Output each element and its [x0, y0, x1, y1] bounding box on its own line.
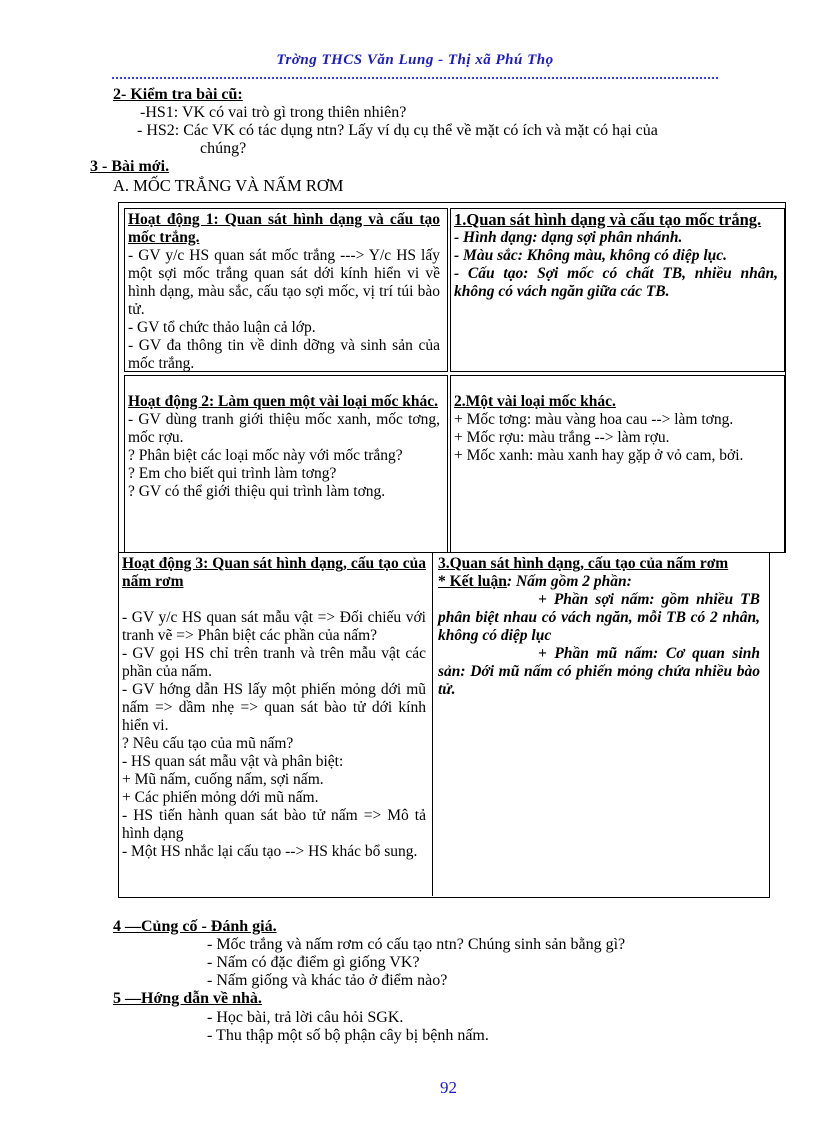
review-item: - Nấm giống và khác tảo ở điểm nào? [207, 972, 448, 989]
activity-2-step: ? Phân biệt các loại mốc này với mốc trắng? [128, 447, 403, 464]
mold-type: + Mốc xanh: màu xanh hay gặp ở vỏ cam, bởi. [454, 447, 744, 464]
activity-1-step: - GV đa thông tin về dinh dỡng và sinh sản của mốc trắng. [128, 337, 440, 372]
activity-2-step: - GV dùng tranh giới thiệu mốc xanh, mốc tơng, mốc rợu. [128, 411, 440, 446]
conclusion-text: : Nấm gồm 2 phần: [506, 573, 632, 590]
activity-2-title: Hoạt động 2: Làm quen một vài loại mốc khác. [128, 393, 439, 410]
homework-item: - Thu thập một số bộ phận cây bị bệnh nấm. [207, 1027, 489, 1044]
section-4-title: 4 —Củng cố - Đánh giá. [113, 918, 277, 935]
mushroom-mycelium: + Phần sợi nấm: gồm nhiều TB phân biệt nhau có vách ngăn, mỗi TB có 2 nhân, không có diệp lục [438, 591, 760, 644]
review-question-1: -HS1: VK có vai trò gì trong thiên nhiên? [140, 104, 407, 121]
activity-1-title: Hoạt động 1: Quan sát hình dạng và cấu tạo mốc trắng. [128, 211, 440, 246]
section-1-heading: 1.Quan sát hình dạng và cấu tạo mốc trắng. [454, 210, 762, 229]
review-question-2-cont: chúng? [200, 140, 247, 157]
header-divider [112, 77, 718, 79]
review-question-2: - HS2: Các VK có tác dụng ntn? Lấy ví dụ cụ thể về mặt có ích và mặt có hại của [137, 122, 658, 139]
activity-2-step: ? Em cho biết qui trình làm tơng? [128, 465, 337, 482]
conclusion-label: * Kết luận [438, 573, 507, 590]
section-2-heading: 2.Một vài loại mốc khác. [454, 393, 616, 410]
activity-3-step: - GV hớng dẫn HS lấy một phiến mỏng dới mũ nấm => dầm nhẹ => quan sát bào tử dới kính hiển vi. [122, 681, 426, 734]
activity-3-title: Hoạt động 3: Quan sát hình dạng, cấu tạo của nấm rơm [122, 555, 426, 590]
review-item: - Nấm có đặc điểm gì giống VK? [207, 954, 420, 971]
section-3-subtitle: A. MỐC TRẮNG VÀ NẤM RƠM [113, 176, 344, 195]
activity-3-step: - GV y/c HS quan sát mẫu vật => Đối chiếu với tranh vẽ => Phân biệt các phần của nấm? [122, 609, 426, 644]
activity-3-step: + Các phiến mỏng dới mũ nấm. [122, 789, 319, 806]
activity-3-step: - HS quan sát mẫu vật và phân biệt: [122, 753, 344, 770]
section-2-title: 2- Kiểm tra bài cũ: [113, 86, 243, 103]
activity-3-divider [432, 552, 433, 896]
activity-3-right [438, 555, 760, 699]
activity-3-left [122, 555, 426, 861]
section-5-title: 5 —Hớng dẫn về nhà. [113, 990, 262, 1007]
page-number: 92 [440, 1078, 457, 1097]
mold-type: + Mốc rợu: màu trắng --> làm rợu. [454, 429, 670, 446]
activity-1-step: - GV y/c HS quan sát mốc trắng ---> Y/c HS lấy một sợi mốc trắng quan sát dới kính hiển vi về hình dạng, màu sắc, cấu tạo sợi mốc, vị trí túi bào tử. [128, 247, 440, 318]
activity-3-step: - GV gọi HS chỉ trên tranh và trên mẫu vật các phần của nấm. [122, 645, 426, 680]
page-header: Trờng THCS Văn Lung - Thị xã Phú Thọ [276, 52, 554, 68]
activity-2-step: ? GV có thể giới thiệu qui trình làm tơng. [128, 483, 386, 500]
section-3-heading: 3.Quan sát hình dạng, cấu tạo của nấm rơm [438, 555, 729, 572]
activity-3-step: - Một HS nhắc lại cấu tạo --> HS khác bổ sung. [122, 843, 418, 860]
homework-item: - Học bài, trả lời câu hỏi SGK. [207, 1009, 404, 1026]
mold-color: - Màu sắc: Không màu, không có diệp lục. [454, 247, 728, 264]
activity-3-step: + Mũ nấm, cuống nấm, sợi nấm. [122, 771, 324, 788]
section-3-title: 3 - Bài mới. [90, 158, 170, 175]
activity-2-left [128, 393, 440, 501]
activity-3-step: ? Nêu cấu tạo của mũ nấm? [122, 735, 294, 752]
activity-3-step: - HS tiến hành quan sát bào tử nấm => Mô tả hình dạng [122, 807, 426, 842]
activity-1-right [454, 211, 778, 301]
mold-shape: - Hình dạng: dạng sợi phân nhánh. [454, 229, 683, 246]
activity-1-step: - GV tổ chức thảo luận cả lớp. [128, 319, 316, 336]
activity-2-right [454, 393, 778, 465]
mushroom-cap: + Phần mũ nấm: Cơ quan sinh sản: Dới mũ nấm có phiến mỏng chứa nhiều bào tử. [438, 645, 760, 698]
activity-1-left [128, 211, 440, 373]
mold-type: + Mốc tơng: màu vàng hoa cau --> làm tơng. [454, 411, 734, 428]
mold-structure: - Cấu tạo: Sợi mốc có chất TB, nhiều nhân, không có vách ngăn giữa các TB. [454, 265, 778, 300]
review-item: - Mốc trắng và nấm rơm có cấu tạo ntn? Chúng sinh sản bằng gì? [207, 936, 626, 953]
